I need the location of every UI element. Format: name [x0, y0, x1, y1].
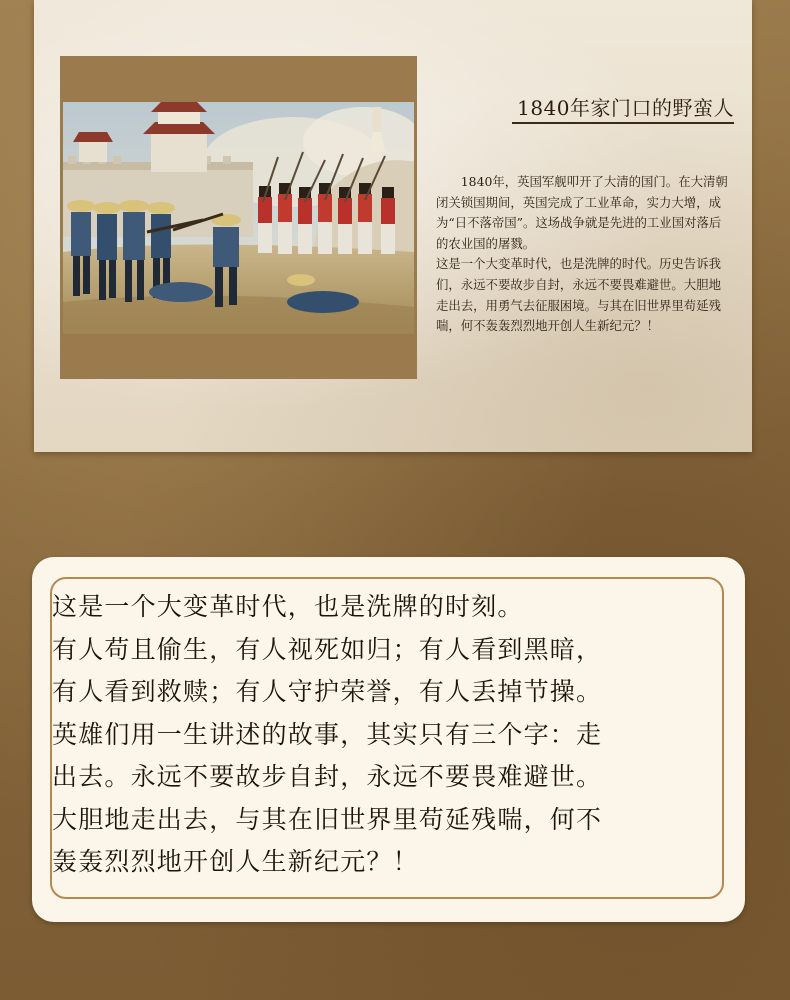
article-paragraph-1: 1840年，英国军舰叩开了大清的国门。在大清朝闭关锁国期间，英国完成了工业革命，实力大增，成为“日不落帝国”。这场战争就是先进的工业国对落后的农业国的屠戮。	[436, 174, 728, 251]
battle-scene-image	[63, 102, 414, 334]
quote-text	[52, 586, 722, 884]
quote-line: 有人苟且偷生，有人视死如归；有人看到黑暗，	[52, 634, 603, 664]
quote-line: 有人看到救赎；有人守护荣誉，有人丢掉节操。	[52, 677, 603, 706]
quote-line: 大胆地走出去，与其在旧世界里苟延残喘，何不	[52, 804, 603, 834]
article-panel	[34, 0, 752, 452]
article-title: 1840年家门口的野蛮人	[517, 96, 734, 120]
quote-line: 轰轰烈烈地开创人生新纪元？！	[52, 847, 419, 876]
article-paragraph-2: 这是一个大变革时代，也是洗牌的时代。历史告诉我们，永远不要故步自封，永远不要畏难避世。大胆地走出去，用勇气去征服困境。与其在旧世界里苟延残喘，何不轰轰烈烈地开创人生新纪元？！	[436, 256, 721, 334]
quote-line: 英雄们用一生讲述的故事，其实只有三个字：走	[52, 719, 603, 749]
title-underline	[512, 122, 734, 124]
quote-line: 出去。永远不要故步自封，永远不要畏难避世。	[52, 762, 603, 791]
battle-painting	[63, 102, 414, 334]
quote-line: 这是一个大变革时代，也是洗牌的时刻。	[52, 592, 524, 621]
illustration-frame	[60, 56, 417, 379]
article-body	[436, 172, 732, 337]
